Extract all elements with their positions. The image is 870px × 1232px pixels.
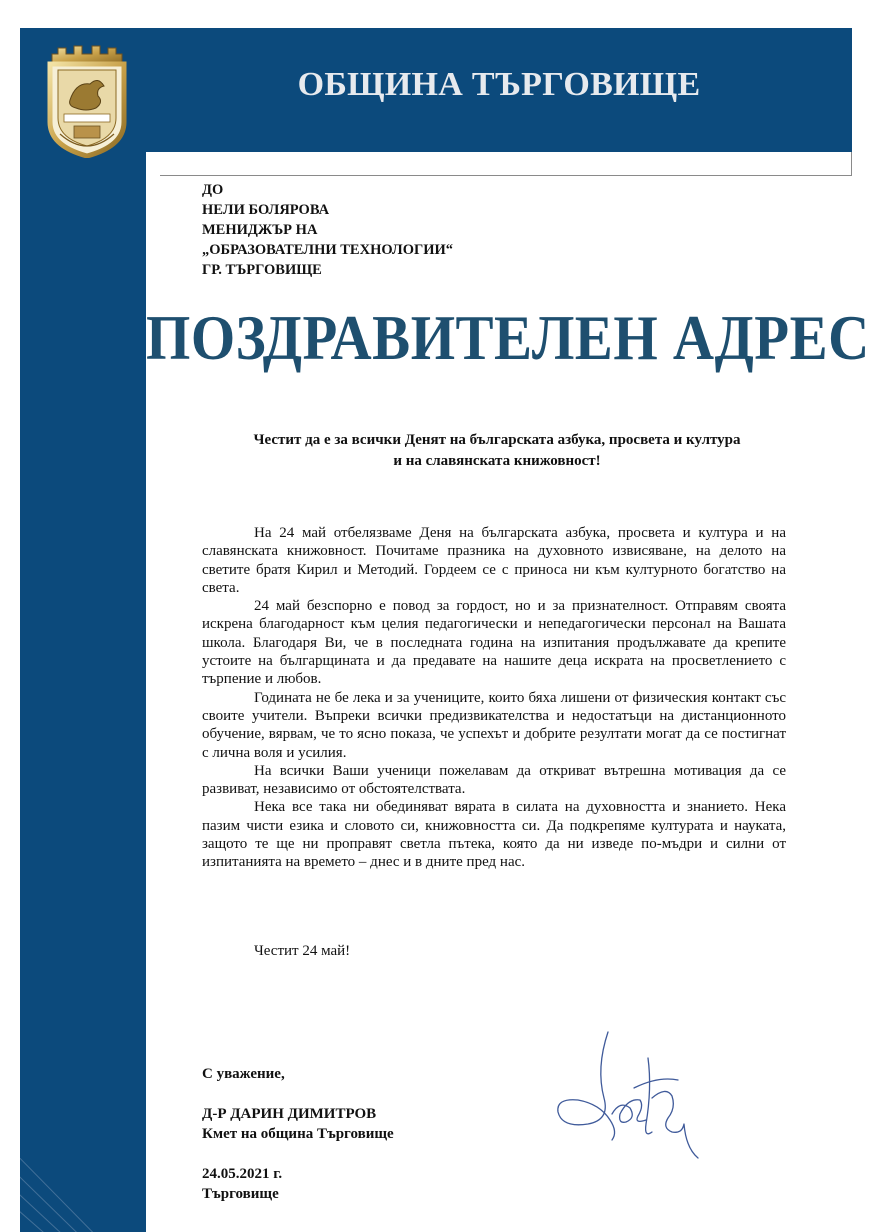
body-paragraph: На всички Ваши ученици пожелавам да откриват вътрешна мотивация да се развиват, независимо от обстоятелствата.	[202, 762, 786, 798]
greeting-line: Честит да е за всички Денят на българската азбука, просвета и култура	[253, 432, 741, 448]
addressee-line: НЕЛИ БОЛЯРОВА	[202, 202, 330, 218]
greeting-headline	[182, 430, 812, 472]
body-paragraph: 24 май безспорно е повод за гордост, но и за признателност. Отправям своята искрена благодарност към целия педагогически и непедагогически персонал на Вашата школа. Благодаря Ви, че в последната година на изпитания продължавате да крепите устоите на българщината и да предавате на нашите деца искрата на просветлението с търпение и любов.	[202, 598, 786, 688]
letter-body	[202, 524, 786, 872]
closing-wish: Честит 24 май!	[254, 943, 351, 959]
coat-of-arms-icon	[46, 42, 128, 158]
addressee-line: МЕНИДЖЪР НА	[202, 222, 318, 238]
handwritten-signature-icon	[548, 1028, 718, 1168]
document-title: ПОЗДРАВИТЕЛЕН АДРЕС	[146, 303, 870, 374]
body-paragraph: Годината не бе лека и за учениците, които бяха лишени от физическия контакт със своите учители. Въпреки всички предизвикателства и недостатъци на дистанционното обучение, вярвам, че то ясно показа, че успехът и добрите резултати могат да се постигнат с лична воля и усилия.	[202, 689, 786, 761]
body-paragraph: На 24 май отбелязваме Деня на българската азбука, просвета и култура и на славянската книжовност. Почитаме празника на духовното извисяване, на делото на светите братя Кирил и Методий. Гордеем се с приноса ни към културното богатство на света.	[202, 525, 786, 596]
letter-place: Търговище	[202, 1186, 279, 1202]
addressee-block	[202, 180, 453, 280]
body-paragraph: Нека все така ни обединяват вярата в силата на духовността и знанието. Нека пазим чисти езика и словото си, книжовността си. Да подкрепяме културата и науката, защото те ще ни проправят светла пътека, която да ни изведе по-мъдри и силни от изпитанията на времето – днес и в дните пред нас.	[202, 799, 786, 871]
decorative-lines-icon	[20, 1138, 146, 1232]
signer-block	[202, 1104, 394, 1144]
divider-line-vertical	[851, 152, 852, 176]
divider-line	[160, 175, 852, 176]
left-brand-band	[20, 28, 146, 1232]
regards-line: С уважение,	[202, 1066, 285, 1082]
date-place-block	[202, 1164, 282, 1204]
addressee-line: ДО	[202, 182, 224, 198]
municipality-name: ОБЩИНА ТЪРГОВИЩЕ	[297, 66, 701, 103]
signer-name: Д-Р ДАРИН ДИМИТРОВ	[202, 1106, 377, 1122]
addressee-line: ГР. ТЪРГОВИЩЕ	[202, 262, 322, 278]
signer-role: Кмет на община Търговище	[202, 1126, 394, 1142]
letter-date: 24.05.2021 г.	[202, 1166, 283, 1182]
greeting-line: и на славянската книжовност!	[393, 453, 601, 469]
addressee-line: „ОБРАЗОВАТЕЛНИ ТЕХНОЛОГИИ“	[202, 242, 454, 258]
